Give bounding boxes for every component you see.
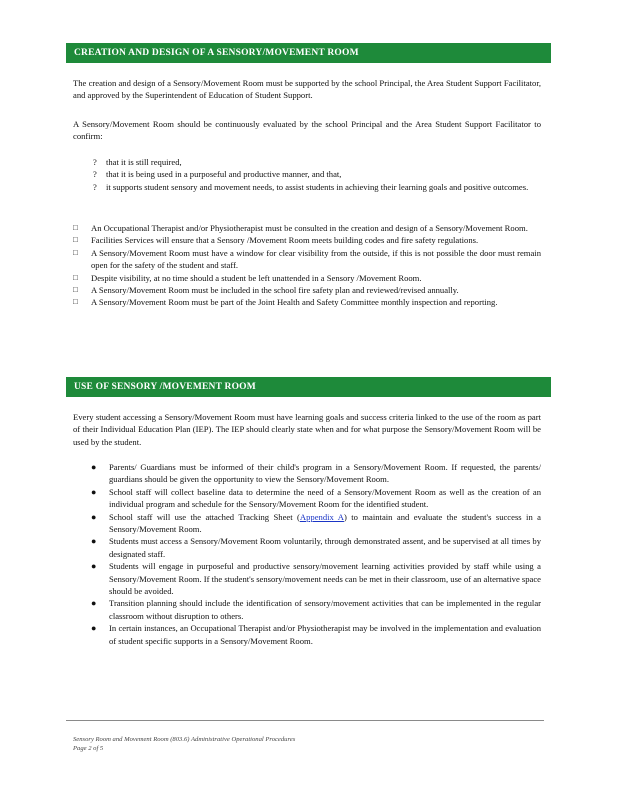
list-item: □ A Sensory/Movement Room must be part of the Joint Health and Safety Committee monthly inspection and reporting. [73, 297, 498, 308]
paragraph-approval: The creation and design of a Sensory/Movement Room must be supported by the school Principal, the Area Student Support Facilitator, and approved by the Superintendent of Education of Student Support. [73, 78, 541, 101]
list-item: ● Students will engage in purposeful and productive sensory/movement learning activities provided by staff while using a Sensory/Movement Room. If the student's sensory/movement needs can be met in their classroom, use of an alternative space should be avoided. [91, 561, 541, 597]
checkbox-square-icon: □ [73, 285, 78, 295]
list-item: ● In certain instances, an Occupational Therapist and/or Physiotherapist may be involved in the implementation and evaluation of student specific supports in a Sensory/Movement Room. [91, 623, 541, 646]
footer-divider [66, 720, 544, 721]
list-item: □ Facilities Services will ensure that a Sensory /Movement Room meets building codes and fire safety regulations. [73, 235, 479, 246]
question-mark-bullet: ? [93, 157, 97, 167]
bullet-dot: ● [91, 462, 97, 472]
question-mark-bullet: ? [93, 181, 97, 192]
checkbox-square-icon: □ [73, 247, 78, 257]
list-item: ● Parents/ Guardians must be informed of their child's program in a Sensory/Movement Room. If requested, the parents/ guardians should be given the opportunity to view the Sensory/Movement Room. [91, 462, 541, 485]
requirements-list [73, 222, 541, 309]
checkbox-square-icon: □ [73, 297, 78, 307]
list-item: □ A Sensory/Movement Room must be included in the school fire safety plan and reviewed/revised annually. [73, 285, 459, 296]
list-item: □ Despite visibility, at no time should a student be left unattended in a Sensory /Movement Room. [73, 272, 422, 283]
footer-document-title: Sensory Room and Movement Room (803.6) Administrative Operational Procedures [73, 736, 296, 743]
list-item: ● Transition planning should include the identification of sensory/movement activities that can be implemented in the regular classroom without disruption to others. [91, 598, 541, 621]
page-footer [73, 735, 295, 753]
list-item: ● School staff will collect baseline data to determine the need of a Sensory/Movement Room as well as the creation of an individual program and schedule for the Sensory/Movement Room for the identified student. [91, 486, 541, 510]
section-heading-creation-design: CREATION AND DESIGN OF A SENSORY/MOVEMENT ROOM [66, 43, 551, 63]
bullet-dot: ● [91, 486, 97, 497]
list-item: □ An Occupational Therapist and/or Physiotherapist must be consulted in the creation and design of a Sensory/Movement Room. [73, 223, 528, 233]
appendix-a-link[interactable]: Appendix A [299, 511, 344, 522]
list-item: ● School staff will use the attached Tracking Sheet (Appendix A) to maintain and evaluate the student's success in a Sensory/Movement Room. [91, 511, 541, 535]
bullet-dot: ● [91, 511, 97, 522]
use-bullet-list [73, 461, 541, 647]
bullet-dot: ● [91, 623, 97, 634]
list-item: □ A Sensory/Movement Room must have a window for clear visibility from the outside, if this is not possible the door must remain open for the safety of the student and staff. [73, 247, 541, 271]
footer-page-number: Page 2 of 5 [73, 745, 104, 752]
bullet-dot: ● [91, 561, 97, 572]
question-mark-bullet: ? [93, 169, 97, 180]
list-item: ? that it is still required, [93, 157, 182, 167]
confirm-list [73, 156, 541, 193]
section-heading-use-of-room: USE OF SENSORY /MOVEMENT ROOM [66, 377, 551, 397]
list-item: ? it supports student sensory and movement needs, to assist students in achieving their learning goals and positive outcomes. [93, 181, 529, 192]
bullet-dot: ● [91, 598, 97, 609]
paragraph-evaluation: A Sensory/Movement Room should be continuously evaluated by the school Principal and the Area Student Support Facilitator to confirm: [73, 119, 541, 142]
paragraph-iep: Every student accessing a Sensory/Movement Room must have learning goals and success criteria linked to the use of the room as part of their Individual Education Plan (IEP). The IEP should clearly state when and for what purpose the Sensory/Movement Room will be used by the student. [73, 412, 541, 447]
list-item: ? that it is being used in a purposeful and productive manner, and that, [93, 169, 342, 180]
checkbox-square-icon: □ [73, 272, 78, 282]
list-item: ● Students must access a Sensory/Movement Room voluntarily, through demonstrated assent, and be supervised at all times by designated staff. [91, 536, 541, 559]
checkbox-square-icon: □ [73, 235, 78, 245]
bullet-dot: ● [91, 536, 97, 547]
checkbox-square-icon: □ [73, 223, 78, 232]
